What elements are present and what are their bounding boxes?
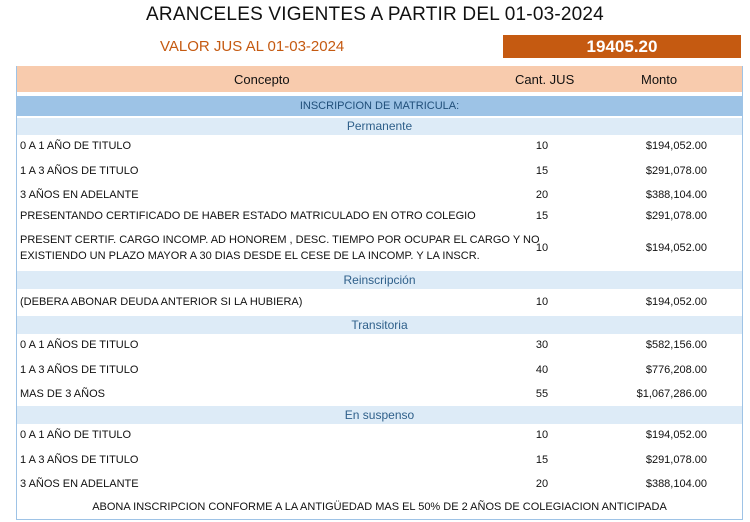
row-concepto: 1 A 3 AÑOS DE TITULO [20,165,139,177]
row-concepto-line2: EXISTIENDO UN PLAZO MAYOR A 30 DIAS DESDE EL CESE DE LA INCOMP. Y LA INSCR. [20,250,480,262]
row-monto: $776,208.00 [645,364,707,376]
section-reinscripcion: Reinscripción [17,271,742,289]
row-monto: $388,104.00 [645,478,707,490]
row-monto: $291,078.00 [645,165,707,177]
row-cant: 15 [535,454,549,466]
section-transitoria: Transitoria [17,316,742,334]
row-cant: 20 [535,189,549,201]
footer-note: ABONA INSCRIPCION CONFORME A LA ANTIGÜEDAD MAS EL 50% DE 2 AÑOS DE COLEGIACION ANTICIPADA [92,501,667,513]
row-cant: 15 [535,210,549,222]
row-cant: 10 [535,296,549,308]
row-cant: 10 [535,429,549,441]
row-cant: 30 [535,339,549,351]
row-concepto: 0 A 1 AÑO DE TITULO [20,140,132,152]
table-header [17,66,742,92]
row-concepto: 0 A 1 AÑO DE TITULO [20,429,132,441]
row-monto: $388,104.00 [645,189,707,201]
row-monto: $194,052.00 [645,429,707,441]
row-cant: 20 [535,478,549,490]
row-cant: 55 [535,388,549,400]
section-permanente: Permanente [17,118,742,135]
row-monto: $1,067,286.00 [636,388,707,400]
row-concepto: 1 A 3 AÑOS DE TITULO [20,454,139,466]
row-monto: $291,078.00 [645,210,707,222]
row-monto: $194,052.00 [645,140,707,152]
row-monto: $194,052.00 [645,296,707,308]
section-en-suspenso: En suspenso [17,406,742,424]
valor-jus-value: 19405.20 [503,35,741,58]
row-monto: $582,156.00 [645,339,707,351]
section-inscripcion: INSCRIPCION DE MATRICULA: [17,96,742,116]
valor-jus-label: VALOR JUS AL 01-03-2024 [160,38,345,55]
row-cant: 10 [535,140,549,152]
row-concepto: MAS DE 3 AÑOS [20,388,105,400]
header-monto: Monto [641,72,678,87]
row-cant: 40 [535,364,549,376]
aranceles-table [16,66,743,520]
row-concepto: PRESENTANDO CERTIFICADO DE HABER ESTADO MATRICULADO EN OTRO COLEGIO [20,210,476,222]
header-cant-jus: Cant. JUS [515,72,575,87]
row-concepto-line1: PRESENT CERTIF. CARGO INCOMP. AD HONOREM , DESC. TIEMPO POR OCUPAR EL CARGO Y NO [20,234,540,246]
row-monto: $194,052.00 [645,242,707,254]
row-monto: $291,078.00 [645,454,707,466]
header-concepto: Concepto [234,72,290,87]
row-concepto: 3 AÑOS EN ADELANTE [20,189,139,201]
row-concepto: (DEBERA ABONAR DEUDA ANTERIOR SI LA HUBIERA) [20,296,303,308]
row-concepto: 3 AÑOS EN ADELANTE [20,478,139,490]
row-cant: 10 [535,242,549,254]
page-title: ARANCELES VIGENTES A PARTIR DEL 01-03-2024 [146,4,604,25]
row-concepto: 1 A 3 AÑOS DE TITULO [20,364,139,376]
row-concepto: 0 A 1 AÑOS DE TITULO [20,339,139,351]
row-cant: 15 [535,165,549,177]
